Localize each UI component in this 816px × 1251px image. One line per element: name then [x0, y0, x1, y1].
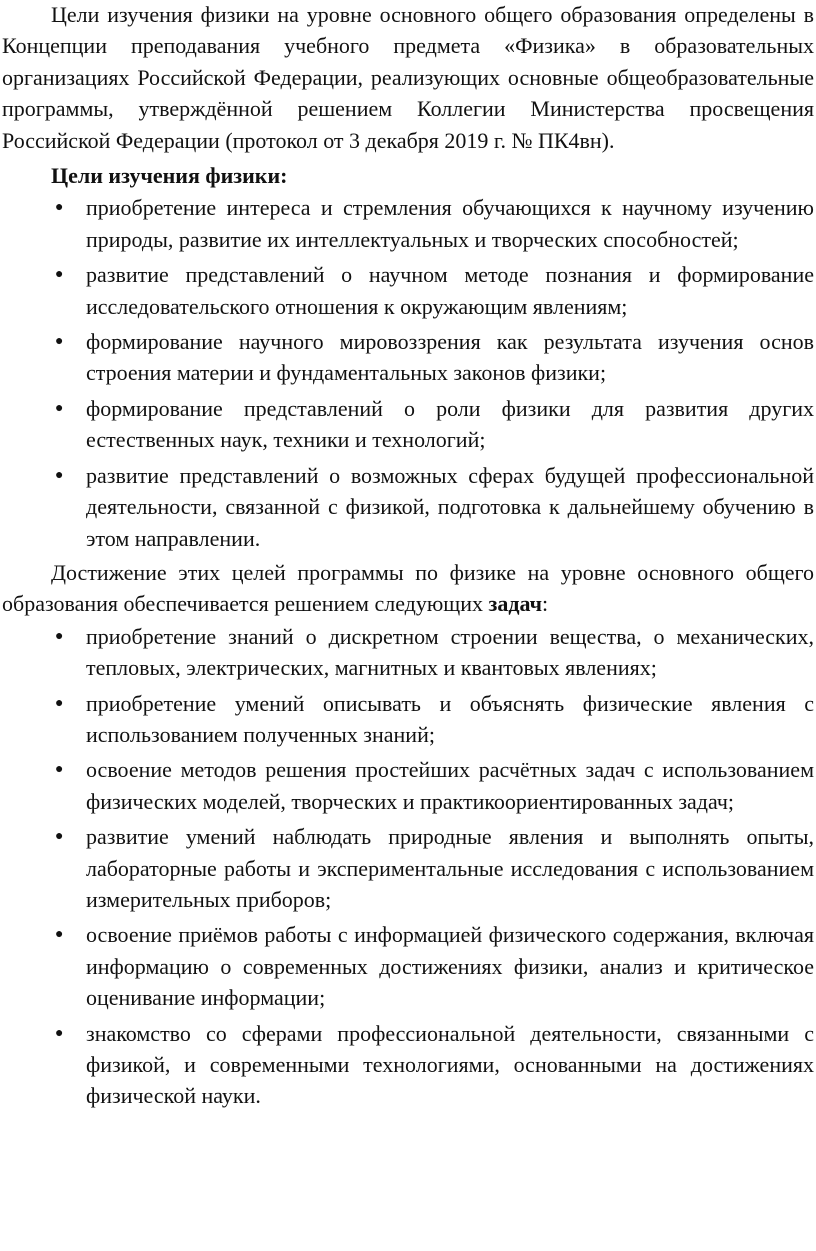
list-item: [2, 326, 814, 389]
tasks-keyword: задач: [488, 591, 543, 617]
bullet-icon: ●: [55, 200, 64, 216]
bullet-icon: ●: [55, 762, 64, 778]
bullet-icon: ●: [55, 927, 64, 943]
list-item: [2, 688, 814, 751]
intro-paragraph: Цели изучения физики на уровне основного общего образования определены в Концепции преподавания учебного предмета «Физика» в образовательных организациях Российской Федерации, реализующих основные общеобразовательные программы, утверждённой решением Коллегии Министерства просвещения Российской Федерации (протокол от 3 декабря 2019 г. № ПК4вн).: [2, 2, 814, 153]
task-text: знакомство со сферами профессиональной деятельности, связанными с физикой, и современными технологиями, основанными на достижениях физической науки.: [86, 1020, 814, 1109]
goal-text: формирование представлений о роли физики для развития других естественных наук, техники и технологий;: [86, 395, 814, 453]
list-item: [2, 192, 814, 255]
bullet-icon: ●: [55, 400, 64, 416]
task-text: освоение приёмов работы с информацией физического содержания, включая информацию о современных достижениях физики, анализ и критическое оценивание информации;: [86, 922, 814, 1011]
task-text: приобретение умений описывать и объяснять физические явления с использованием полученных знаний;: [86, 690, 814, 747]
bullet-icon: ●: [55, 829, 64, 845]
bullet-icon: ●: [55, 695, 64, 711]
task-text: освоение методов решения простейших расчётных задач с использованием физических моделей, творческих и практикоориентированных задач;: [86, 757, 814, 814]
goal-text: развитие представлений о возможных сферах будущей профессиональной деятельности, связанной с физикой, подготовка к дальнейшему обучению в этом направлении.: [86, 462, 814, 551]
goal-text: развитие представлений о научном методе познания и формирование исследовательского отношения к окружающим явлениям;: [86, 262, 814, 319]
task-text: приобретение знаний о дискретном строении вещества, о механических, тепловых, электрических, магнитных и квантовых явлениях;: [86, 623, 814, 681]
bullet-icon: ●: [55, 267, 64, 283]
bullet-icon: ●: [55, 334, 64, 350]
task-text: развитие умений наблюдать природные явления и выполнять опыты, лабораторные работы и экспериментальные исследования с использованием измерительных приборов;: [86, 824, 814, 912]
tasks-paragraph-colon: :: [542, 591, 549, 617]
list-item: [2, 919, 814, 1013]
goal-text: формирование научного мировоззрения как результата изучения основ строения материи и фундаментальных законов физики;: [86, 329, 814, 386]
list-item: [2, 821, 814, 915]
tasks-list: [2, 621, 814, 1112]
goal-text: приобретение интереса и стремления обучающихся к научному изучению природы, развитие их интеллектуальных и творческих способностей;: [86, 195, 814, 252]
list-item: [2, 259, 814, 322]
bullet-icon: ●: [55, 628, 64, 644]
list-item: [2, 460, 814, 554]
goals-list: [2, 192, 814, 553]
list-item: [2, 393, 814, 456]
list-item: [2, 621, 814, 684]
bullet-icon: ●: [55, 1025, 64, 1041]
tasks-paragraph-text: Достижение этих целей программы по физике на уровне основного общего образования обеспечивается решением следующих: [2, 559, 814, 617]
bullet-icon: ●: [55, 467, 64, 483]
tasks-paragraph: [2, 557, 814, 620]
list-item: [2, 1018, 814, 1112]
goals-heading: Цели изучения физики:: [51, 163, 288, 189]
list-item: [2, 754, 814, 817]
